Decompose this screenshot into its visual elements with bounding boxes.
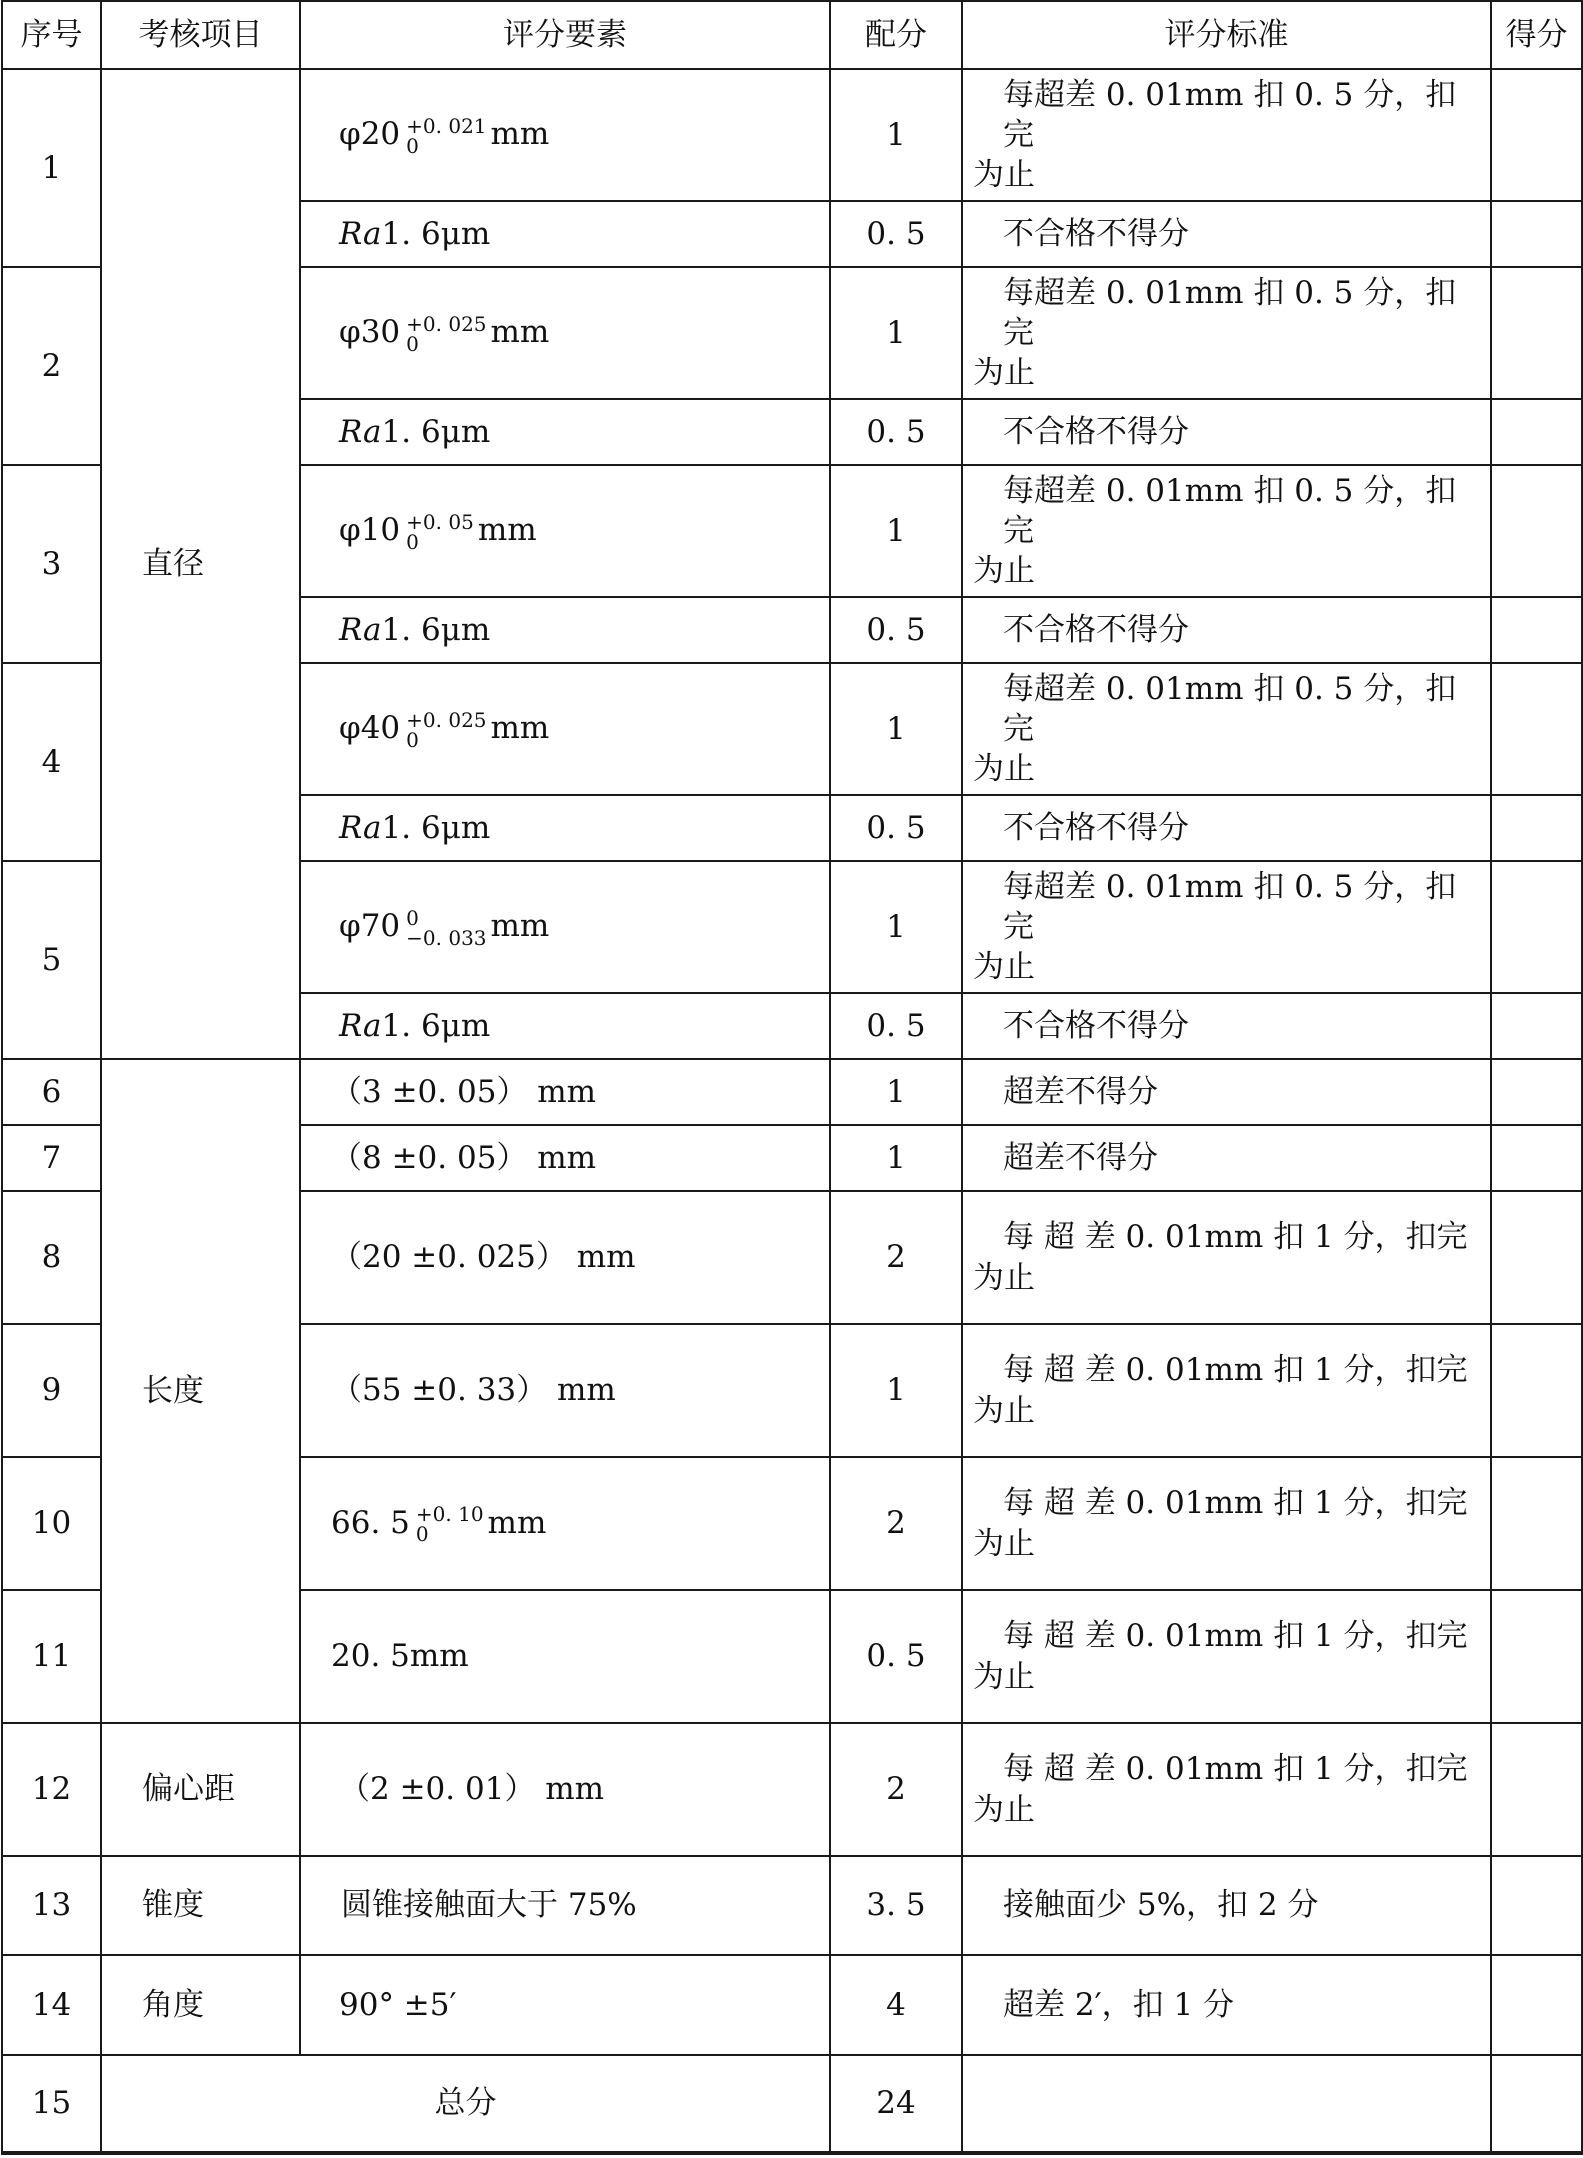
header-standard: 评分标准 [962,1,1491,69]
element-cell: φ10 +0. 05 0 mm [300,465,830,597]
total-row [2,2055,1582,2153]
score-cell[interactable] [1491,795,1582,861]
standard-cell: 不合格不得分 [962,795,1491,861]
points-cell: 1 [830,1059,962,1125]
category-eccentric: 偏心距 [101,1723,300,1856]
score-cell[interactable] [1491,597,1582,663]
points-cell: 1 [830,861,962,993]
points-cell: 0. 5 [830,795,962,861]
seq-cell: 1 [2,69,101,267]
score-cell[interactable] [1491,69,1582,201]
header-seq: 序号 [2,1,101,69]
standard-cell: 超差不得分 [962,1125,1491,1191]
points-cell: 3. 5 [830,1856,962,1955]
element-cell: 20. 5mm [300,1590,830,1723]
element-cell: φ20 +0. 021 0 mm [300,69,830,201]
header-points: 配分 [830,1,962,69]
points-cell: 1 [830,1324,962,1457]
element-cell: 圆锥接触面大于 75% [300,1856,830,1955]
points-cell: 1 [830,69,962,201]
seq-cell: 12 [2,1723,101,1856]
element-cell: Ra1. 6μm [300,597,830,663]
points-cell: 0. 5 [830,597,962,663]
category-diameter: 直径 [101,69,300,1059]
scoring-table [1,0,1583,2155]
element-cell: Ra1. 6μm [300,399,830,465]
score-cell[interactable] [1491,1324,1582,1457]
score-cell[interactable] [1491,1856,1582,1955]
standard-cell: 不合格不得分 [962,993,1491,1059]
element-cell: Ra1. 6μm [300,795,830,861]
seq-cell: 4 [2,663,101,861]
element-cell: （55 ±0. 33） mm [300,1324,830,1457]
score-cell[interactable] [1491,201,1582,267]
element-cell: （20 ±0. 025） mm [300,1191,830,1324]
points-cell: 0. 5 [830,993,962,1059]
element-cell: φ40 +0. 025 0 mm [300,663,830,795]
header-item: 考核项目 [101,1,300,69]
score-cell[interactable] [1491,663,1582,795]
standard-cell: 每超差 0. 01mm 扣 0. 5 分，扣完 为止 [962,465,1491,597]
standard-cell: 不合格不得分 [962,201,1491,267]
score-cell[interactable] [1491,993,1582,1059]
score-cell[interactable] [1491,1457,1582,1590]
points-cell: 1 [830,465,962,597]
seq-cell: 10 [2,1457,101,1590]
element-cell: 66. 5 +0. 10 0 mm [300,1457,830,1590]
score-cell[interactable] [1491,465,1582,597]
standard-cell: 每 超 差 0. 01mm 扣 1 分，扣完 为止 [962,1457,1491,1590]
standard-cell: 每超差 0. 01mm 扣 0. 5 分，扣完 为止 [962,267,1491,399]
element-cell: （2 ±0. 01） mm [300,1723,830,1856]
score-cell[interactable] [1491,1125,1582,1191]
points-cell: 2 [830,1191,962,1324]
element-cell: （8 ±0. 05） mm [300,1125,830,1191]
seq-cell: 7 [2,1125,101,1191]
standard-cell: 接触面少 5%，扣 2 分 [962,1856,1491,1955]
standard-cell: 每 超 差 0. 01mm 扣 1 分，扣完 为止 [962,1723,1491,1856]
header-row [2,1,1582,69]
seq-cell: 13 [2,1856,101,1955]
seq-cell: 6 [2,1059,101,1125]
score-cell[interactable] [1491,399,1582,465]
seq-cell: 2 [2,267,101,465]
standard-cell: 每超差 0. 01mm 扣 0. 5 分，扣完 为止 [962,663,1491,795]
category-length: 长度 [101,1059,300,1723]
points-cell: 0. 5 [830,399,962,465]
standard-cell: 每超差 0. 01mm 扣 0. 5 分，扣完 为止 [962,69,1491,201]
element-cell: Ra1. 6μm [300,993,830,1059]
seq-cell: 8 [2,1191,101,1324]
score-cell[interactable] [1491,1059,1582,1125]
table-row [2,1856,1582,1955]
category-taper: 锥度 [101,1856,300,1955]
seq-cell: 11 [2,1590,101,1723]
element-cell: φ70 0 −0. 033 mm [300,861,830,993]
points-cell: 1 [830,267,962,399]
seq-cell: 3 [2,465,101,663]
total-points: 24 [830,2055,962,2153]
seq-cell: 9 [2,1324,101,1457]
points-cell: 4 [830,1955,962,2055]
total-label: 总分 [101,2055,830,2153]
points-cell: 2 [830,1457,962,1590]
points-cell: 2 [830,1723,962,1856]
header-score: 得分 [1491,1,1582,69]
points-cell: 0. 5 [830,1590,962,1723]
standard-cell: 每 超 差 0. 01mm 扣 1 分，扣完 为止 [962,1324,1491,1457]
element-cell: Ra1. 6μm [300,201,830,267]
table-row [2,1723,1582,1856]
standard-cell: 超差 2′，扣 1 分 [962,1955,1491,2055]
score-cell[interactable] [1491,1191,1582,1324]
score-cell[interactable] [1491,861,1582,993]
standard-cell: 每 超 差 0. 01mm 扣 1 分，扣完 为止 [962,1191,1491,1324]
points-cell: 1 [830,1125,962,1191]
score-cell[interactable] [1491,1955,1582,2055]
table-row [2,1059,1582,1125]
standard-cell: 超差不得分 [962,1059,1491,1125]
points-cell: 0. 5 [830,201,962,267]
score-cell[interactable] [1491,1723,1582,1856]
standard-cell: 每超差 0. 01mm 扣 0. 5 分，扣完 为止 [962,861,1491,993]
element-cell: （3 ±0. 05） mm [300,1059,830,1125]
seq-cell: 14 [2,1955,101,2055]
standard-cell: 每 超 差 0. 01mm 扣 1 分，扣完 为止 [962,1590,1491,1723]
table-row [2,1955,1582,2055]
points-cell: 1 [830,663,962,795]
header-element: 评分要素 [300,1,830,69]
standard-cell: 不合格不得分 [962,597,1491,663]
seq-cell: 15 [2,2055,101,2153]
table-row [2,69,1582,201]
score-cell[interactable] [1491,267,1582,399]
standard-cell: 不合格不得分 [962,399,1491,465]
element-cell: 90° ±5′ [300,1955,830,2055]
category-angle: 角度 [101,1955,300,2055]
element-cell: φ30 +0. 025 0 mm [300,267,830,399]
seq-cell: 5 [2,861,101,1059]
standard-cell [962,2055,1491,2153]
score-cell[interactable] [1491,2055,1582,2153]
score-cell[interactable] [1491,1590,1582,1723]
